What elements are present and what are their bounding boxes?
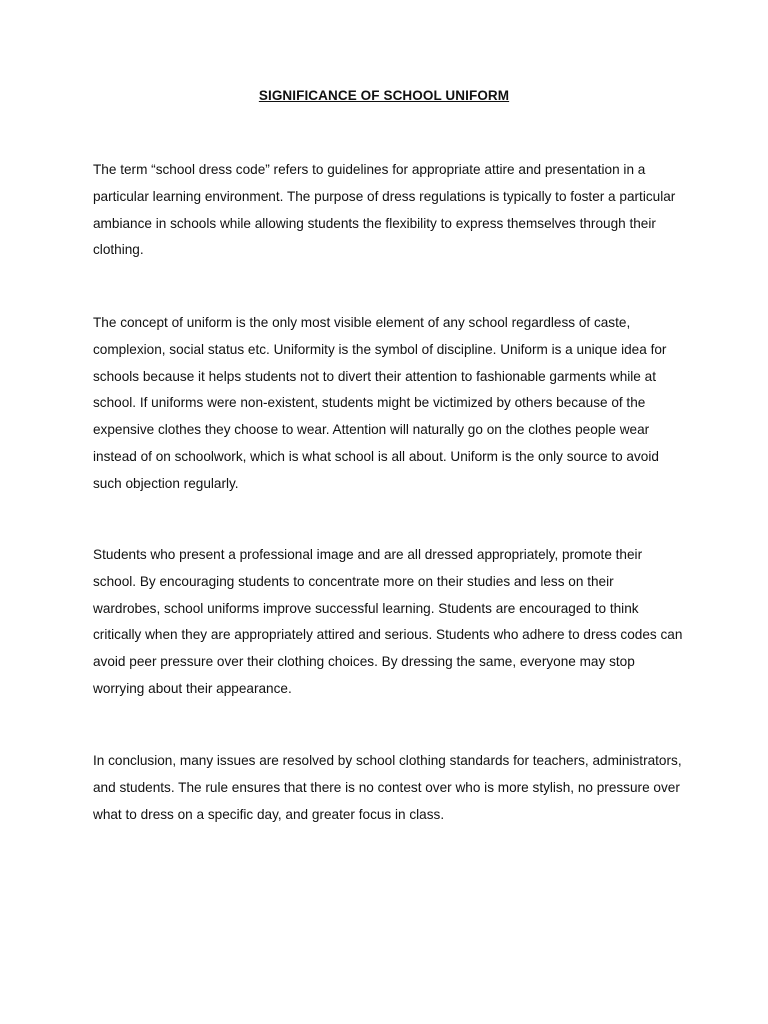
- paragraph-uniform-concept: The concept of uniform is the only most visible element of any school regardless of caste, complexion, social status etc. Uniformity is the symbol of discipline. Uniform is a unique idea for schools because it helps students not to divert their attention to fashionable garments while at school. If uniforms were non-existent, students might be victimized by others because of the expensive clothes they choose to wear. Attention will naturally go on the clothes people wear instead of on schoolwork, which is what school is all about. Uniform is the only source to avoid such objection regularly.: [93, 315, 667, 491]
- document-title: SIGNIFICANCE OF SCHOOL UNIFORM: [258, 88, 510, 103]
- paragraph-professional-image: Students who present a professional image and are all dressed appropriately, promote their school. By encouraging students to concentrate more on their studies and less on their wardrobes, school uniforms improve successful learning. Students are encouraged to think critically when they are appropriately attired and serious. Students who adhere to dress codes can avoid peer pressure over their clothing choices. By dressing the same, everyone may stop worrying about their appearance.: [93, 547, 683, 696]
- paragraph-dress-code-definition: The term “school dress code” refers to guidelines for appropriate attire and presentation in a particular learning environment. The purpose of dress regulations is typically to foster a particular ambiance in schools while allowing students the flexibility to express themselves through their clothing.: [93, 162, 676, 258]
- paragraph-conclusion: In conclusion, many issues are resolved by school clothing standards for teachers, administrators, and students. The rule ensures that there is no contest over who is more stylish, no pressure over what to dress on a specific day, and greater focus in class.: [93, 753, 682, 822]
